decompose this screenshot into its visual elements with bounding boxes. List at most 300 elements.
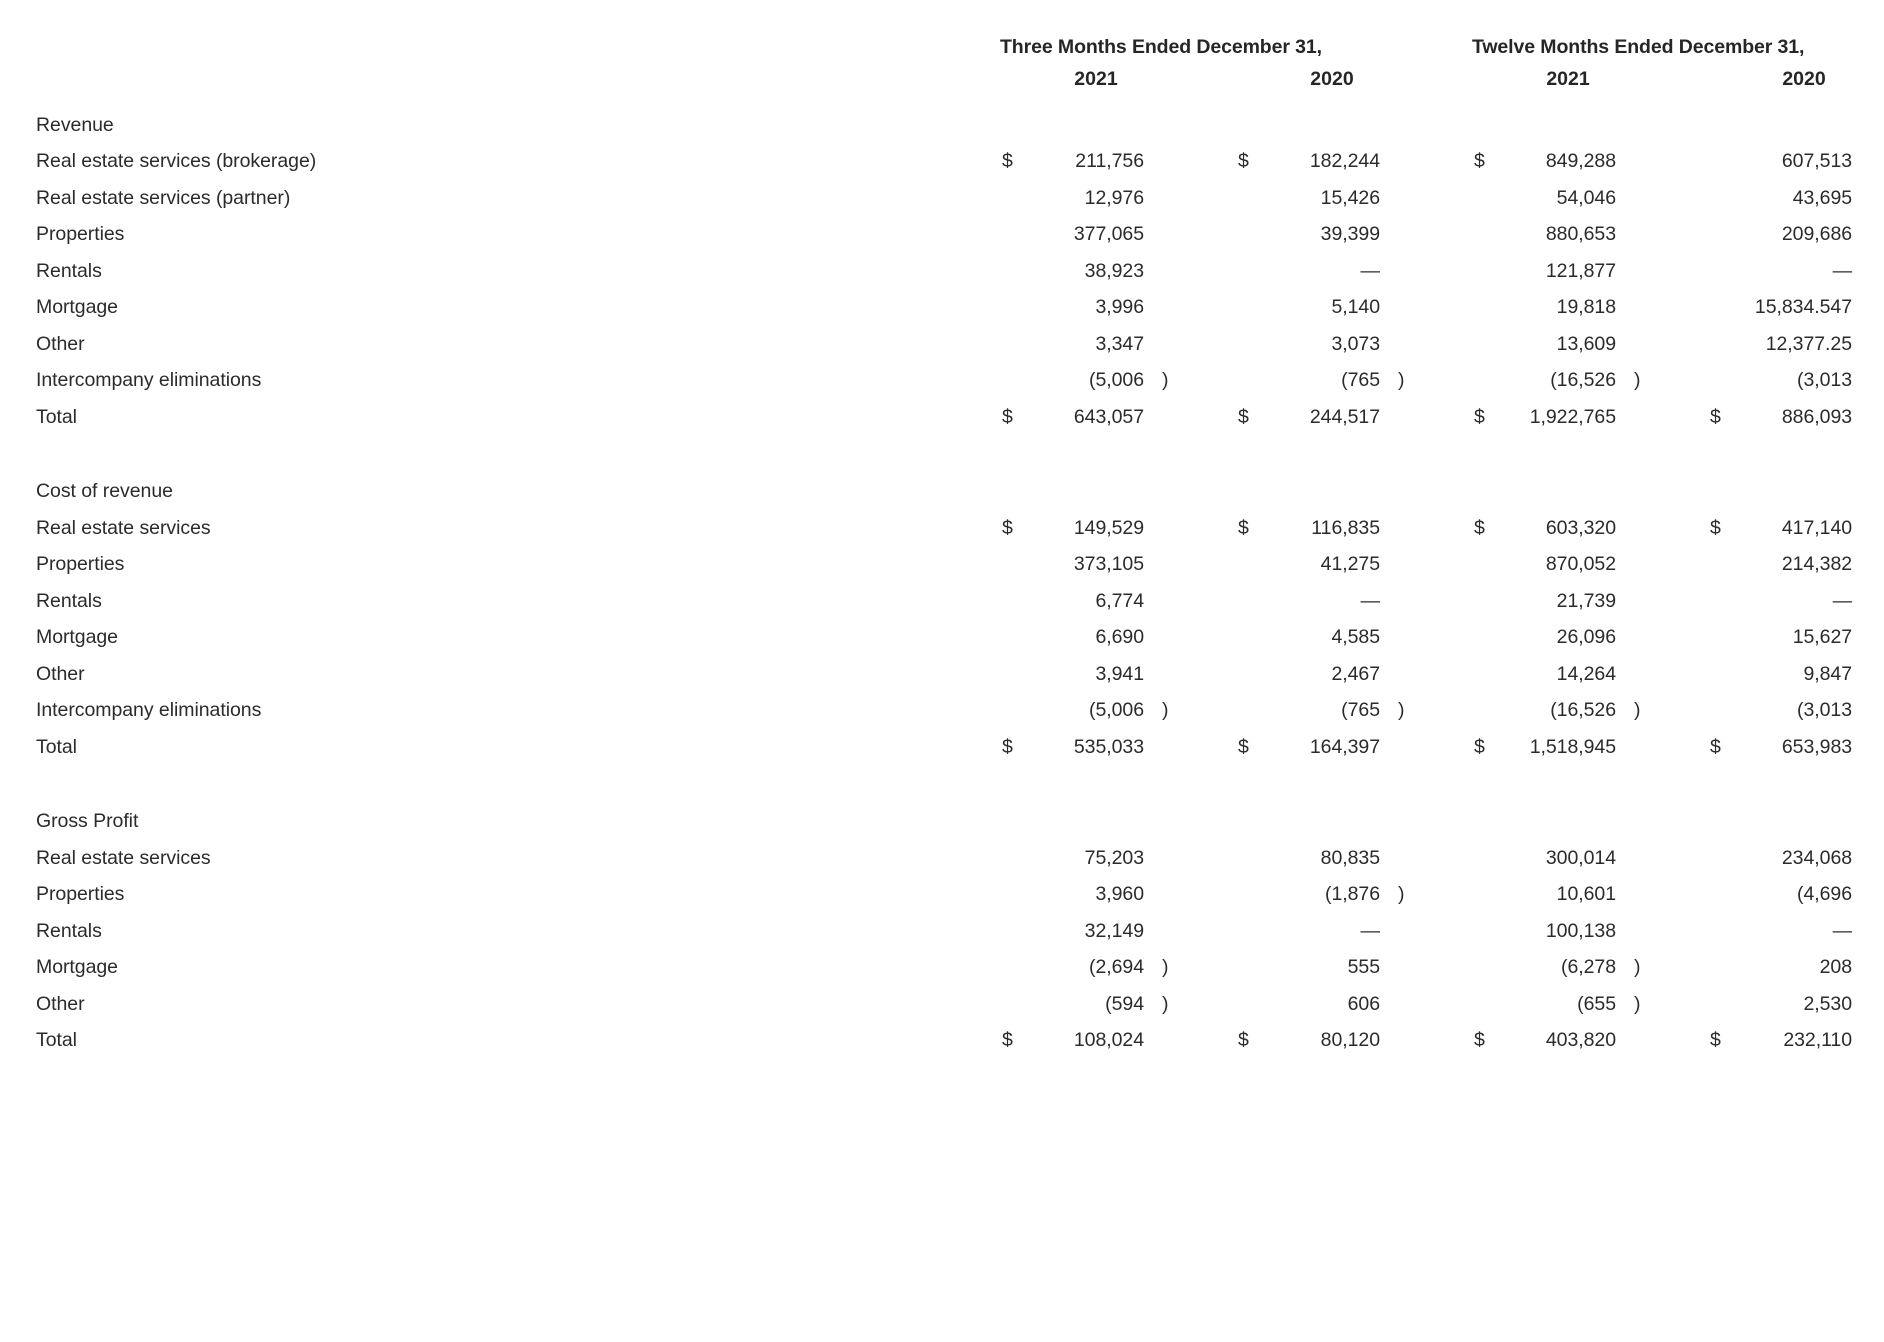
row-label: Other <box>36 332 85 355</box>
value-col1: 3,347 <box>1095 332 1144 355</box>
column-gap-2 <box>1428 246 1472 283</box>
header-year-blank <box>0 68 1000 100</box>
close-paren-col2 <box>1380 319 1428 356</box>
currency-symbol-col3 <box>1472 797 1498 834</box>
year-gap-2 <box>1428 68 1472 100</box>
currency-symbol-col1: $ <box>1002 405 1013 428</box>
row-label: Rentals <box>36 259 102 282</box>
value-col2: 80,835 <box>1320 846 1380 869</box>
value-col1: 6,774 <box>1095 589 1144 612</box>
currency-symbol-col3 <box>1472 649 1498 686</box>
table-row <box>0 503 1884 540</box>
value-col1: 32,149 <box>1084 919 1144 942</box>
column-gap-3 <box>1664 943 1708 980</box>
column-gap-3 <box>1664 722 1708 759</box>
currency-symbol-col2 <box>1236 797 1262 834</box>
column-gap-3 <box>1664 283 1708 320</box>
close-paren-col4 <box>1852 319 1884 356</box>
value-col1: (5,006 <box>1089 369 1144 391</box>
value-col1: (2,694 <box>1089 956 1144 978</box>
column-gap-3 <box>1664 1016 1708 1053</box>
column-gap-1 <box>1192 319 1236 356</box>
close-paren-col1 <box>1144 319 1192 356</box>
column-gap-2 <box>1428 649 1472 686</box>
close-paren-col4 <box>1852 797 1884 834</box>
value-col3: (16,526 <box>1550 699 1616 721</box>
currency-symbol-col3 <box>1472 100 1498 137</box>
column-gap-3 <box>1664 649 1708 686</box>
row-label: Real estate services (partner) <box>36 186 291 209</box>
close-paren-col3 <box>1616 540 1664 577</box>
close-paren-col2 <box>1380 392 1428 429</box>
value-col2: 41,275 <box>1320 553 1380 575</box>
close-paren-col2 <box>1380 283 1428 320</box>
table-row <box>0 943 1884 980</box>
close-paren-col2 <box>1380 576 1428 613</box>
column-gap-2 <box>1428 576 1472 613</box>
close-paren-col2 <box>1380 210 1428 247</box>
close-paren-col2: ) <box>1398 369 1405 391</box>
column-gap-2 <box>1428 797 1472 834</box>
currency-symbol-col1 <box>1000 210 1026 247</box>
row-label: Rentals <box>36 919 102 942</box>
close-paren-col4 <box>1852 1016 1884 1053</box>
header-corner-blank <box>0 36 1000 68</box>
currency-symbol-col1: $ <box>1002 1029 1013 1051</box>
close-paren-col4 <box>1852 540 1884 577</box>
column-gap-1 <box>1192 356 1236 393</box>
financial-statement-page <box>0 36 1884 1342</box>
value-col4: 9,847 <box>1803 662 1853 685</box>
row-label: Other <box>36 662 85 685</box>
close-paren-col1 <box>1144 210 1192 247</box>
currency-symbol-col3 <box>1472 356 1498 393</box>
value-col3: 1,518,945 <box>1529 735 1616 758</box>
currency-symbol-col3: $ <box>1474 735 1485 758</box>
currency-symbol-col2 <box>1236 246 1262 283</box>
value-col1: 377,065 <box>1073 223 1144 245</box>
currency-symbol-col2 <box>1236 979 1262 1016</box>
currency-symbol-col3 <box>1472 210 1498 247</box>
currency-symbol-col3 <box>1472 576 1498 613</box>
column-gap-2 <box>1428 722 1472 759</box>
currency-symbol-col3 <box>1472 979 1498 1016</box>
currency-symbol-col3: $ <box>1474 150 1485 172</box>
value-col2: 3,073 <box>1331 332 1380 355</box>
column-gap-3 <box>1664 356 1708 393</box>
column-gap-3 <box>1664 613 1708 650</box>
column-gap-2 <box>1428 906 1472 943</box>
close-paren-col1 <box>1144 797 1192 834</box>
currency-symbol-col2 <box>1236 283 1262 320</box>
column-gap-1 <box>1192 833 1236 870</box>
row-label: Real estate services <box>36 846 211 869</box>
column-gap-1 <box>1192 173 1236 210</box>
currency-symbol-col4 <box>1708 173 1734 210</box>
column-header-year-fy-2021: 2021 <box>1546 68 1590 90</box>
close-paren-col3 <box>1616 283 1664 320</box>
close-paren-col3 <box>1616 906 1664 943</box>
currency-symbol-col1 <box>1000 943 1026 980</box>
currency-symbol-col1 <box>1000 576 1026 613</box>
currency-symbol-col4: $ <box>1710 1029 1721 1051</box>
currency-symbol-col3 <box>1472 540 1498 577</box>
year-gap-3 <box>1664 68 1708 100</box>
close-paren-col2 <box>1380 503 1428 540</box>
close-paren-col4 <box>1852 356 1884 393</box>
close-paren-col4 <box>1852 503 1884 540</box>
currency-symbol-col2 <box>1236 649 1262 686</box>
column-gap-2 <box>1428 173 1472 210</box>
currency-symbol-col4 <box>1708 283 1734 320</box>
close-paren-col4 <box>1852 210 1884 247</box>
value-col4: — <box>1832 259 1853 282</box>
column-group-twelve-months: Twelve Months Ended December 31, <box>1472 36 1805 58</box>
column-gap-2 <box>1428 467 1472 504</box>
column-gap-2 <box>1428 686 1472 723</box>
value-col2: 606 <box>1347 992 1380 1015</box>
value-col4: 15,834.547 <box>1754 296 1853 318</box>
column-gap-3 <box>1664 503 1708 540</box>
currency-symbol-col2: $ <box>1238 405 1249 428</box>
column-gap-3 <box>1664 906 1708 943</box>
value-col1: (5,006 <box>1089 699 1144 721</box>
currency-symbol-col4 <box>1708 649 1734 686</box>
value-col1: 149,529 <box>1073 516 1144 539</box>
close-paren-col1 <box>1144 1016 1192 1053</box>
currency-symbol-col4 <box>1708 833 1734 870</box>
value-col4: 214,382 <box>1781 553 1853 575</box>
row-label: Real estate services (brokerage) <box>36 150 317 172</box>
close-paren-col3 <box>1616 1016 1664 1053</box>
close-paren-col1: ) <box>1162 992 1169 1015</box>
value-col2: (1,876 <box>1325 883 1380 905</box>
currency-symbol-col1 <box>1000 833 1026 870</box>
currency-symbol-col2 <box>1236 943 1262 980</box>
row-label: Rentals <box>36 589 102 612</box>
close-paren-col1 <box>1144 467 1192 504</box>
value-col3: 870,052 <box>1545 553 1616 575</box>
row-label: Mortgage <box>36 956 118 978</box>
close-paren-col3 <box>1616 613 1664 650</box>
value-col1 <box>1026 100 1144 137</box>
currency-symbol-col4 <box>1708 979 1734 1016</box>
currency-symbol-col2 <box>1236 467 1262 504</box>
column-gap-2 <box>1428 100 1472 137</box>
close-paren-col1 <box>1144 540 1192 577</box>
close-paren-col4 <box>1852 100 1884 137</box>
column-gap-1 <box>1192 576 1236 613</box>
value-col1: 211,756 <box>1075 150 1144 172</box>
close-paren-col1 <box>1144 503 1192 540</box>
value-col2: 39,399 <box>1320 223 1380 245</box>
value-col4: 2,530 <box>1803 992 1853 1015</box>
value-col4: (4,696 <box>1797 883 1853 905</box>
close-paren-col3 <box>1616 797 1664 834</box>
value-col4 <box>1734 100 1852 137</box>
value-col1: 535,033 <box>1073 735 1144 758</box>
close-paren-col2 <box>1380 797 1428 834</box>
currency-symbol-col2 <box>1236 210 1262 247</box>
section-spacer-cell <box>0 759 1884 797</box>
currency-symbol-col3 <box>1472 906 1498 943</box>
currency-symbol-col2 <box>1236 833 1262 870</box>
value-col3: 849,288 <box>1545 150 1616 172</box>
currency-symbol-col2 <box>1236 540 1262 577</box>
value-col2 <box>1262 467 1380 504</box>
currency-symbol-col4 <box>1708 943 1734 980</box>
value-col1: 12,976 <box>1084 186 1144 209</box>
value-col4 <box>1734 797 1852 834</box>
column-gap-3 <box>1664 246 1708 283</box>
row-label: Mortgage <box>36 626 118 648</box>
value-col2: (765 <box>1341 369 1380 391</box>
close-paren-col2 <box>1380 613 1428 650</box>
column-gap-1 <box>1192 503 1236 540</box>
table-row <box>0 246 1884 283</box>
currency-symbol-col3 <box>1472 319 1498 356</box>
close-paren-col2 <box>1380 906 1428 943</box>
currency-symbol-col3 <box>1472 870 1498 907</box>
section-title: Revenue <box>36 113 114 136</box>
close-paren-col3: ) <box>1634 956 1641 978</box>
currency-symbol-col2: $ <box>1238 150 1249 172</box>
currency-symbol-col4 <box>1708 137 1734 174</box>
close-paren-col1 <box>1144 246 1192 283</box>
table-row <box>0 137 1884 174</box>
currency-symbol-col4 <box>1708 797 1734 834</box>
currency-symbol-col4 <box>1708 870 1734 907</box>
value-col3: 21,739 <box>1556 589 1616 612</box>
currency-symbol-col1: $ <box>1002 735 1013 758</box>
column-gap-2 <box>1428 613 1472 650</box>
close-paren-col1 <box>1144 100 1192 137</box>
row-label: Real estate services <box>36 516 211 539</box>
close-paren-col2 <box>1380 467 1428 504</box>
currency-symbol-col1 <box>1000 467 1026 504</box>
column-gap-1 <box>1192 686 1236 723</box>
currency-symbol-col1 <box>1000 686 1026 723</box>
value-col1: 6,690 <box>1095 626 1144 648</box>
currency-symbol-col2 <box>1236 686 1262 723</box>
table-body <box>0 100 1884 1052</box>
table-row <box>0 649 1884 686</box>
table-row <box>0 356 1884 393</box>
value-col1: 3,960 <box>1095 883 1144 905</box>
currency-symbol-col4 <box>1708 540 1734 577</box>
value-col3: 880,653 <box>1545 223 1616 245</box>
value-col3: 10,601 <box>1556 883 1616 905</box>
value-col4: — <box>1832 589 1853 612</box>
column-gap-1 <box>1192 906 1236 943</box>
table-row <box>0 1016 1884 1053</box>
column-group-three-months: Three Months Ended December 31, <box>1000 36 1322 58</box>
column-gap-2 <box>1428 1016 1472 1053</box>
column-gap-2 <box>1428 540 1472 577</box>
column-gap-1 <box>1192 1016 1236 1053</box>
close-paren-col2 <box>1380 137 1428 174</box>
column-header-year-q4-2021: 2021 <box>1074 68 1118 90</box>
close-paren-col2 <box>1380 540 1428 577</box>
close-paren-col2: ) <box>1398 699 1405 721</box>
close-paren-col2 <box>1380 1016 1428 1053</box>
close-paren-col3 <box>1616 210 1664 247</box>
currency-symbol-col1: $ <box>1002 516 1013 539</box>
column-gap-1 <box>1192 467 1236 504</box>
value-col2: 4,585 <box>1331 626 1380 648</box>
close-paren-col4 <box>1852 392 1884 429</box>
column-gap-1 <box>1192 210 1236 247</box>
value-col1: 3,941 <box>1095 662 1144 685</box>
currency-symbol-col1 <box>1000 906 1026 943</box>
value-col1: 373,105 <box>1073 553 1144 575</box>
value-col4: 653,983 <box>1781 735 1853 758</box>
value-col3: 26,096 <box>1556 626 1616 648</box>
value-col3: (16,526 <box>1550 369 1616 391</box>
close-paren-col3: ) <box>1634 992 1641 1015</box>
close-paren-col3 <box>1616 392 1664 429</box>
column-header-year-q4-2020: 2020 <box>1310 68 1354 90</box>
column-header-year-fy-2020: 2020 <box>1782 68 1826 90</box>
column-gap-3 <box>1664 870 1708 907</box>
row-label: Intercompany eliminations <box>36 699 262 721</box>
currency-symbol-col1 <box>1000 797 1026 834</box>
table-row <box>0 686 1884 723</box>
row-label: Total <box>36 1029 77 1051</box>
row-label: Properties <box>36 553 125 575</box>
value-col4: 232,110 <box>1783 1029 1853 1051</box>
section-heading-row <box>0 467 1884 504</box>
table-row <box>0 392 1884 429</box>
close-paren-col1 <box>1144 137 1192 174</box>
currency-symbol-col1 <box>1000 319 1026 356</box>
value-col4: 12,377.25 <box>1765 332 1853 355</box>
currency-symbol-col3 <box>1472 686 1498 723</box>
value-col2: 182,244 <box>1309 150 1380 172</box>
column-gap-1 <box>1192 283 1236 320</box>
table-row <box>0 540 1884 577</box>
currency-symbol-col1 <box>1000 540 1026 577</box>
column-gap-3 <box>1664 797 1708 834</box>
currency-symbol-col2 <box>1236 100 1262 137</box>
currency-symbol-col1 <box>1000 613 1026 650</box>
currency-symbol-col3: $ <box>1474 1029 1485 1051</box>
currency-symbol-col2 <box>1236 576 1262 613</box>
close-paren-col3 <box>1616 576 1664 613</box>
value-col4: (3,013 <box>1797 699 1853 721</box>
close-paren-col2 <box>1380 649 1428 686</box>
table-row <box>0 870 1884 907</box>
row-label: Total <box>36 735 77 758</box>
close-paren-col2 <box>1380 100 1428 137</box>
currency-symbol-col1 <box>1000 246 1026 283</box>
currency-symbol-col3: $ <box>1474 405 1485 428</box>
section-spacer-cell <box>0 429 1884 467</box>
value-col3 <box>1498 797 1616 834</box>
value-col2: 555 <box>1347 956 1380 978</box>
value-col3 <box>1498 467 1616 504</box>
value-col4: 234,068 <box>1781 846 1853 869</box>
currency-symbol-col2 <box>1236 319 1262 356</box>
column-gap-2 <box>1428 833 1472 870</box>
close-paren-col4 <box>1852 246 1884 283</box>
value-col2: — <box>1360 259 1380 282</box>
column-gap-1 <box>1192 613 1236 650</box>
close-paren-col1 <box>1144 722 1192 759</box>
column-gap-2 <box>1428 392 1472 429</box>
row-label: Properties <box>36 223 125 245</box>
column-gap-1 <box>1192 246 1236 283</box>
value-col4: 417,140 <box>1781 516 1853 539</box>
currency-symbol-col3: $ <box>1474 516 1485 539</box>
currency-symbol-col4 <box>1708 210 1734 247</box>
close-paren-col3 <box>1616 319 1664 356</box>
column-gap-2 <box>1428 319 1472 356</box>
close-paren-col1 <box>1144 870 1192 907</box>
close-paren-col3: ) <box>1634 369 1641 391</box>
segment-results-table <box>0 36 1884 1052</box>
column-gap-1 <box>1192 979 1236 1016</box>
column-gap-1 <box>1192 540 1236 577</box>
currency-symbol-col4 <box>1708 467 1734 504</box>
currency-symbol-col4 <box>1708 356 1734 393</box>
close-paren-col2 <box>1380 943 1428 980</box>
column-gap-3 <box>1664 576 1708 613</box>
value-col4: 886,093 <box>1781 405 1853 428</box>
close-paren-col3 <box>1616 870 1664 907</box>
value-col3: 403,820 <box>1545 1029 1616 1051</box>
table-row <box>0 833 1884 870</box>
value-col2: 116,835 <box>1311 516 1380 539</box>
column-gap-3 <box>1664 137 1708 174</box>
currency-symbol-col1 <box>1000 173 1026 210</box>
close-paren-col1 <box>1144 173 1192 210</box>
currency-symbol-col4 <box>1708 686 1734 723</box>
value-col4: 607,513 <box>1781 150 1853 172</box>
column-gap-1 <box>1192 137 1236 174</box>
row-label: Other <box>36 992 85 1015</box>
table-row <box>0 210 1884 247</box>
value-col2: 15,426 <box>1320 186 1380 209</box>
value-col3: 121,877 <box>1545 259 1616 282</box>
column-gap-1 <box>1192 870 1236 907</box>
currency-symbol-col3 <box>1472 833 1498 870</box>
value-col1: (594 <box>1105 992 1144 1015</box>
table-row <box>0 576 1884 613</box>
currency-symbol-col4: $ <box>1710 405 1721 428</box>
currency-symbol-col1 <box>1000 283 1026 320</box>
section-spacer <box>0 759 1884 797</box>
value-col2: 5,140 <box>1331 296 1380 318</box>
column-gap-2 <box>1428 210 1472 247</box>
column-gap-3 <box>1664 210 1708 247</box>
header-group-row <box>0 36 1884 68</box>
value-col3: 19,818 <box>1556 296 1616 318</box>
close-paren-col2 <box>1380 979 1428 1016</box>
value-col3: 14,264 <box>1556 662 1616 685</box>
section-heading-row <box>0 100 1884 137</box>
close-paren-col2 <box>1380 833 1428 870</box>
close-paren-col4 <box>1852 649 1884 686</box>
value-col2: 164,397 <box>1309 735 1380 758</box>
table-row <box>0 283 1884 320</box>
value-col1 <box>1026 467 1144 504</box>
currency-symbol-col3 <box>1472 943 1498 980</box>
column-gap-1 <box>1192 943 1236 980</box>
close-paren-col4 <box>1852 833 1884 870</box>
value-col3: (655 <box>1577 992 1616 1015</box>
column-gap-2 <box>1428 137 1472 174</box>
